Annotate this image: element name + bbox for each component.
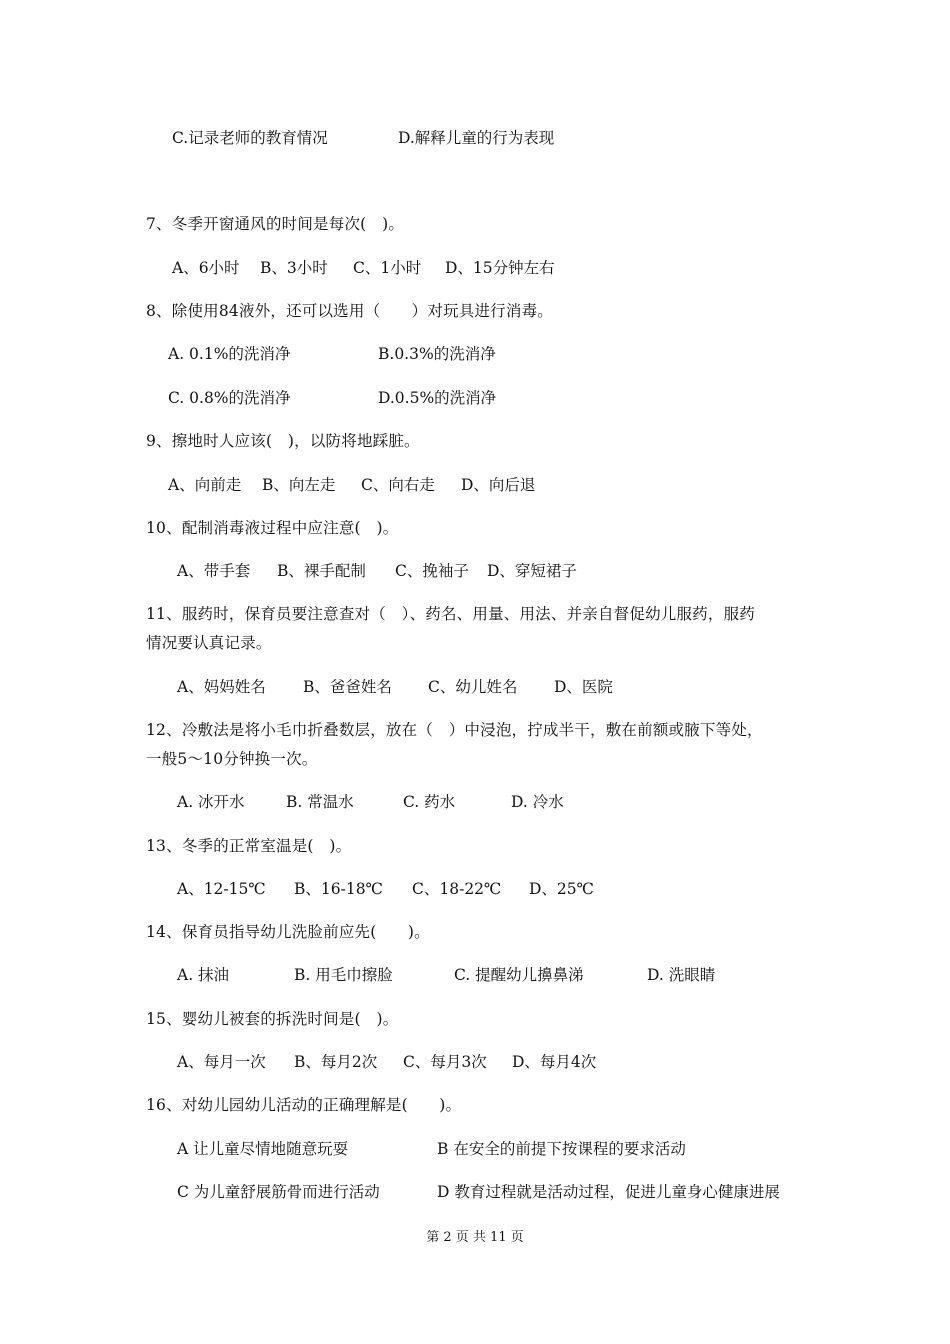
q16-option-c: C 为儿童舒展筋骨而进行活动 [177,1183,380,1201]
question-12-stem: 12、冷敷法是将小毛巾折叠数层，放在（ ）中浸泡，拧成半干，敷在前额或腋下等处， [146,721,763,739]
question-14-stem: 14、保育员指导幼儿洗脸前应先( )。 [146,923,430,941]
q7-option-a: A、6小时 [172,259,240,277]
q7-option-b: B、3小时 [260,259,328,277]
q12-option-a: A. 冰开水 [177,793,245,811]
question-7-stem: 7、冬季开窗通风的时间是每次( )。 [146,215,405,233]
q13-option-d: D、25℃ [529,880,594,898]
q9-option-d: D、向后退 [461,476,536,494]
question-13-stem: 13、冬季的正常室温是( )。 [146,837,352,855]
question-11-stem-cont: 情况要认真记录。 [146,634,272,652]
q15-option-b: B、每月2次 [294,1053,378,1071]
q7-option-c: C、1小时 [353,259,422,277]
q12-option-b: B. 常温水 [286,793,354,811]
question-11-stem: 11、服药时，保育员要注意查对（ ）、药名、用量、用法、并亲自督促幼儿服药，服药 [146,605,755,623]
q13-option-c: C、18-22℃ [412,880,502,898]
q13-option-b: B、16-18℃ [294,880,383,898]
question-15-stem: 15、婴幼儿被套的拆洗时间是( )。 [146,1010,399,1028]
q9-option-a: A、向前走 [168,476,242,494]
q10-option-c: C、挽袖子 [395,562,469,580]
q9-option-c: C、向右走 [361,476,435,494]
question-9-stem: 9、擦地时人应该( )，以防将地踩脏。 [146,432,420,450]
q6-option-c: C.记录老师的教育情况 [172,129,328,147]
q11-option-d: D、医院 [554,678,613,696]
q11-option-a: A、妈妈姓名 [177,678,266,696]
q14-option-b: B. 用毛巾擦脸 [294,966,393,984]
q9-option-b: B、向左走 [262,476,336,494]
q8-option-c: C. 0.8%的洗消净 [168,389,291,407]
q13-option-a: A、12-15℃ [177,880,266,898]
q14-option-a: A. 抹油 [177,966,230,984]
q11-option-b: B、爸爸姓名 [303,678,392,696]
q16-option-a: A 让儿童尽情地随意玩耍 [177,1140,349,1158]
question-16-stem: 16、对幼儿园幼儿活动的正确理解是( )。 [146,1096,462,1114]
q15-option-a: A、每月一次 [177,1053,266,1071]
q16-option-d: D 教育过程就是活动过程，促进儿童身心健康进展 [437,1183,780,1201]
q8-option-a: A. 0.1%的洗消净 [168,345,291,363]
page-footer: 第 2 页 共 11 页 [426,1230,524,1245]
q10-option-b: B、裸手配制 [277,562,366,580]
q14-option-c: C. 提醒幼儿擤鼻涕 [454,966,584,984]
q14-option-d: D. 洗眼睛 [647,966,716,984]
question-8-stem: 8、除使用84液外，还可以选用（ ）对玩具进行消毒。 [146,302,553,320]
q8-option-b: B.0.3%的洗消净 [378,345,496,363]
q12-option-d: D. 冷水 [511,793,564,811]
q16-option-b: B 在安全的前提下按课程的要求活动 [437,1140,686,1158]
q11-option-c: C、幼儿姓名 [428,678,518,696]
question-10-stem: 10、配制消毒液过程中应注意( )。 [146,519,399,537]
q12-option-c: C. 药水 [403,793,456,811]
question-12-stem-cont: 一般5～10分钟换一次。 [146,750,318,768]
q10-option-a: A、带手套 [177,562,251,580]
q7-option-d: D、15分钟左右 [445,259,555,277]
q6-option-d: D.解释儿童的行为表现 [398,129,555,147]
q15-option-d: D、每月4次 [512,1053,597,1071]
q8-option-d: D.0.5%的洗消净 [378,389,497,407]
q15-option-c: C、每月3次 [403,1053,487,1071]
q10-option-d: D、穿短裙子 [487,562,577,580]
